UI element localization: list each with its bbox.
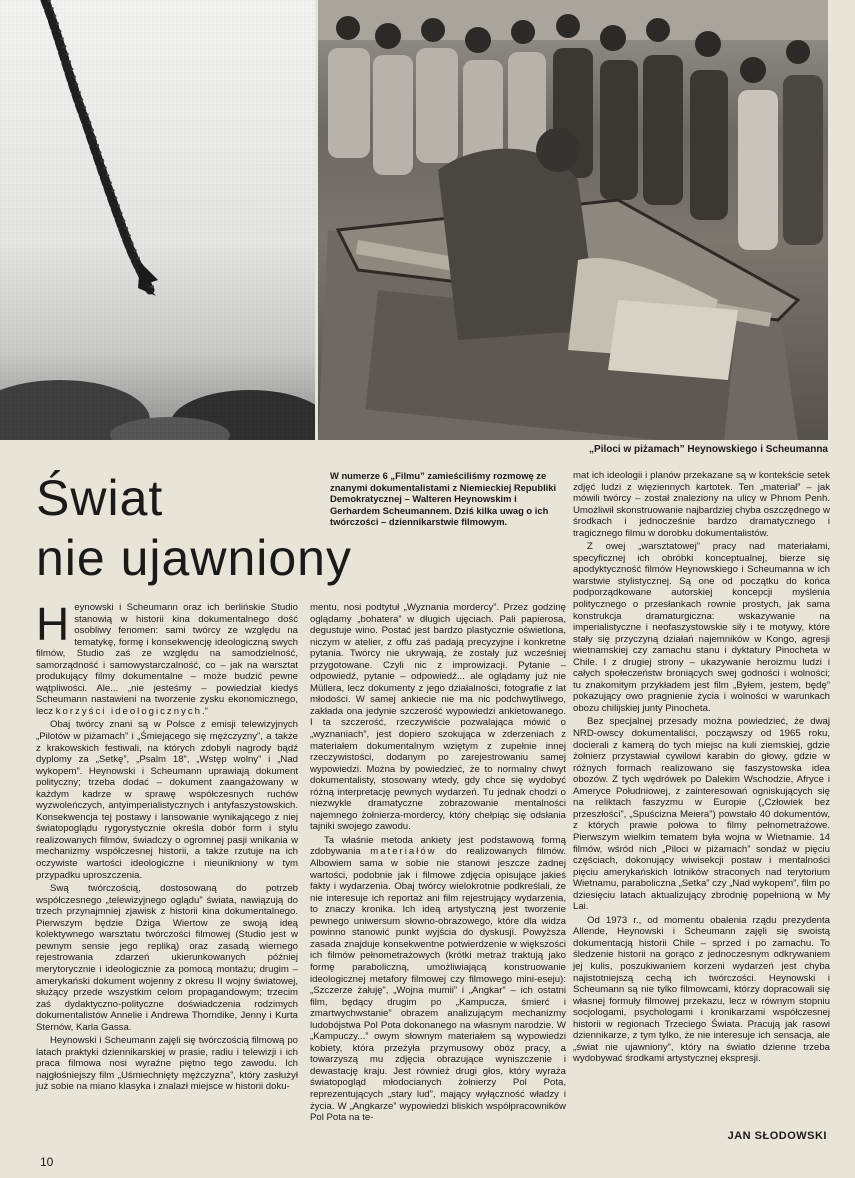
paragraph: Ta właśnie metoda ankiety jest podstawową formą zdobywania materiałów do realizowanych filmów. Albowiem sama w sobie nie stanowi jeszcze żadnej wartości, podobnie jak i filmowe zdjęcia opisujące jakieś fakty i wydarzenia. Obaj twórcy wielokrotnie podkreślali, że nie interesuje ich reportaż ani film rejestrujący wydarzenia, to znaczy kronika. Ich ideą artystyczną jest tworzenie pewnego uniwersum słowno-obrazowego, które dla widza powinno stanowić punkt wyjścia do dyskusji. Powyższa zasada znajduje konsekwentne potwierdzenie w większości ich filmów pełnometrażowych (krótki metraż traktują jako formę paraboliczną, umożliwiającą konstruowanie ideologicznej metafory filmowej czy filmowego mini-eseju): „Szczerze żałuję”, „Wojna mumii” i „Angkar” – ich ostatni film, będący drugim po „Kampucza, śmierć i zmartwychwstanie” obrazem analizującym mechanizmy ludobójstwa Pol Pota dokonanego na własnym narodzie. W „Kampuczy...” owym słownym materiałem są wypowiedzi kobiety, która przeżyła przymusowy obóz pracy, a towarzyszą mu zdjęcia obrazujące wyniszczenie i dewastację kraju. Jest również drugi głos, który wyraża światopogląd młodocianych żołnierzy Pol Pota, reprezentujących „stary lud”, mający wyłączność władzy i życia. W „Angkarze” wypowiedzi bliskich współpracowników Pol Pota na te-	[310, 834, 566, 1124]
paragraph: Od 1973 r., od momentu obalenia rządu prezydenta Allende, Heynowski i Scheumann zajęli się swoistą dokumentacją historii Chile – sprzed i po zamachu. To śledzenie historii na gorąco z jednoczesnym odkrywaniem jej kulis, poszukiwaniem korzeni wydarzeń jest chyba najistotniejszą cechą ich twórczości. Heynowski i Scheumann są nie tylko filmowcami, którzy dopracowali się własnej formuły filmowej przekazu, lecz w równym stopniu socjologami, psychologami i kronikarzami współczesnej historii w regionach Trzeciego Świata. Pracują jak rasowi dziennikarze, z tym tylko, że nie interesuje ich sensacja, ale „świat nie ujawniony”, który na światło dzienne trzeba wydobywać środkami artystycznej ekspresji.	[573, 914, 830, 1065]
crowd-cart-illustration	[318, 0, 828, 440]
photo-smoke-trail	[0, 0, 315, 440]
article-title-line-2: nie ujawniony	[36, 530, 352, 586]
photo-caption: „Piloci w piżamach” Heynowskiego i Scheumanna	[589, 444, 828, 455]
photo-crowd-cart	[318, 0, 828, 440]
paragraph: Heynowski i Scheumann zajęli się twórczością filmową po latach praktyki dziennikarskiej w prasie, radiu i telewizji i ich praca filmowa nosi wyraźne piętno tego zawodu. Ich najgłośniejszy film „Uśmiechnięty mężczyzna”, który zasłużył już sobie na miano klasyka i znalazł miejsce w historii doku-	[36, 1035, 298, 1093]
article-column-3	[573, 470, 830, 1067]
paragraph: mat ich ideologii i planów przekazane są w kontekście setek zdjęć ludzi z więziennych kartotek. Ten „materiał” – jak mówili twórcy – został znaleziony na ulicy w Phnom Penh. Umożliwił skonstruowanie najbardziej chyba oszczędnego w środkach i jednocześnie bardzo dramatycznego i tragicznego filmu w dorobku dokumentalistów.	[573, 470, 830, 539]
article-title-line-1: Świat	[36, 470, 164, 526]
article-title	[36, 468, 352, 588]
paragraph: Heynowski i Scheumann oraz ich berlińskie Studio stanowią w historii kina dokumentalnego dość osobliwy fenomen: sami twórcy ze względu na tematykę, formę i konsekwencję ideologiczną swych filmów, Studio zaś ze względu na samodzielność, samorządność i samowystarczalność, co – jak na warsztat produkujący filmy dokumentalne – może budzić pewne wątpliwości. Ale... „nie jesteśmy – powiedział kiedyś Scheumann nastawieni na tworzenie zysku ekonomicznego, lecz korzyści ideologicznych.”	[36, 598, 298, 717]
paragraph: Bez specjalnej przesady można powiedzieć, że dwaj NRD-owscy dokumentaliści, począwszy od 1965 roku, docierali z kamerą do tych miejsc na kuli ziemskiej, gdzie żołnierz przystawiał cywilowi karabin do głowy, gdzie w różnych formach realizowano się faszystowska idea obozów. Z tych wędrówek po Dalekim Wschodzie, Afryce i Ameryce Południowej, z zainteresowań ogniskujących się na reliktach faszyzmu w Europie („Człowiek bez przeszłości”, „Spuścizna Meiera”) powstało 40 dokumentów, z których prawie połowa to filmy pełnometrażowe. Pierwszym wielkim tematem była wojna w Wietnamie. 14 filmów, wśród nich „Piloci w piżamach” sondaż w pięciu częściach, dokonujący wiwisekcji postaw i mentalności pięciu amerykańskich lotników straconych nad terytorium Wietnamu, paraboliczna „Setka” czy „Nad wykopem”, film po dziesięciu latach aktualizujący zbrodnię popełnioną w My Lai.	[573, 716, 830, 913]
article-column-2	[310, 602, 566, 1126]
page-number: 10	[40, 1155, 54, 1169]
paragraph: mentu, nosi podtytuł „Wyznania mordercy”. Przez godzinę oglądamy „bohatera” w długich ujęciach. Pali papierosa, degustuje wino. Postać jest bardzo plastycznie oświetlona, niczym w atelier, z offu zaś padają precyzyjne i konkretne pytania. Twórcy nie ukrywają, że zostały już wcześniej przygotowane. Czyli nic z improwizacji. Pytanie – odpowiedź, pytanie – odpowiedź... ale oglądamy już nie Müllera, lecz dokumenty z jego działalności, fotografie z lat młodości. W samej ankiecie nie ma nic podchwytliwego, zakłada ona jedynie szczerość wypowiedzi ankietowanego. I ta szczerość, rzeczywiście pozwalająca mówić o „wyznaniach”, jest dopiero szokująca w zderzeniach z materiałem dokumentalnym wziętym z zupełnie innej rzeczywistości, dodanym po zarejestrowaniu samej wypowiedzi. Można by powiedzieć, że to normalny chwyt dokumentalisty, stosowany wtedy, gdy chce się wydobyć różną interpretację pewnych wydarzeń. Tu jednak chodzi o niezwykle dramatyczne zobrazowanie mentalności najemnego żołnierza-mordercy, który chełpiąc się odsłania tajniki swojego zawodu.	[310, 602, 566, 833]
article-column-1	[36, 598, 298, 1095]
paragraph: Z owej „warsztatowej” pracy nad materiałami, specyficznej ich obróbki konceptualnej, bierze się apodyktyczność filmów Heynowskiego i Scheumanna w ich warstwie stylistycznej. Są one od początku do końca podporządkowane autorskiej koncepcji myślenia politycznego o przesłankach rownie prostych, jak sama konstrukcja dramaturgiczna: wskazywanie na imperialistyczne i neofaszystowskie siły i te motywy, które stały się przyczyną działań najemników w Kongo, agresji wietnamskiej czy zamachu stanu i dyktatury Pinocheta w Chile. I z drugiej strony – ukazywanie heroizmu ludzi i całych społeczeństw broniących swej godności i wolności; tu znakomitym przykładem jest film „Byłem, jestem, będę” pokazujący owo pragnienie życia i wolności w warunkach obozu chilijskiej junty Pinocheta.	[573, 541, 830, 714]
author-name: JAN SŁODOWSKI	[727, 1130, 827, 1142]
smoke-trail-illustration	[0, 0, 315, 440]
article-lead: W numerze 6 „Filmu” zamieściliśmy rozmowę ze znanymi dokumentalistami z Niemieckiej Republiki Demokratycznej – Walteren Heynowskim i Gerhardem Scheumannem. Dziś kilka uwag o ich twórczości – dziennikarstwie filmowym.	[330, 470, 557, 528]
paragraph: Swą twórczością, dostosowaną do potrzeb współczesnego „telewizyjnego oglądu” świata, nawiązują do trzech przynajmniej zjawisk z historii kina dokumentalnego. Pierwszym będzie Dżiga Wiertow ze swoją ideą kolektywnego warsztatu twórczości filmowej (Studio jest w pewnym sensie jego repliką) oraz zasadą wiernego rejestrowania zdarzeń ukierunkowanych później merytorycznie i ideologicznie za pomocą montażu; drugim – amerykański dokument wojenny z okresu II wojny światowej, służący przede wszystkim celom propagandowym; trzecim zaś dydaktyczno-polityczne doświadczenia rodzimych dokumentalistów Annelie i Andrewa Thorndike, Jenny i Kurta Sternów, Karla Gassa.	[36, 883, 298, 1033]
drop-cap: H	[36, 598, 70, 650]
paragraph: Obaj twórcy znani są w Polsce z emisji telewizyjnych „Pilotów w piżamach” i „Śmiejącego się mężczyzny”, a także z krakowskich festiwali, na których zdobyli nagrody bądź dyplomy za „Setkę”, „Psalm 18”, „Wstęp wolny” i „Nad wykopem”. Heynowski i Scheumann uprawiają dokument polityczny; trzeba dodać – dokument zaangażowany w każdym kadrze w sprawę współczesnych ruchów wyzwoleńczych, antyimperialistycznych i antyfaszystowskich. Konsekwencja tej postawy i lansowanie wynikającego z niej światopoglądu rygorystycznie określa dobór form i stylu realizowanych filmów, świadczy o ogromnej pasji wnikania w mechanizmy współczesnej historii, a także rzutuje na ich oczywiste wartości ideologiczne i nieunikniony w tym przypadku uproszczenia.	[36, 719, 298, 881]
